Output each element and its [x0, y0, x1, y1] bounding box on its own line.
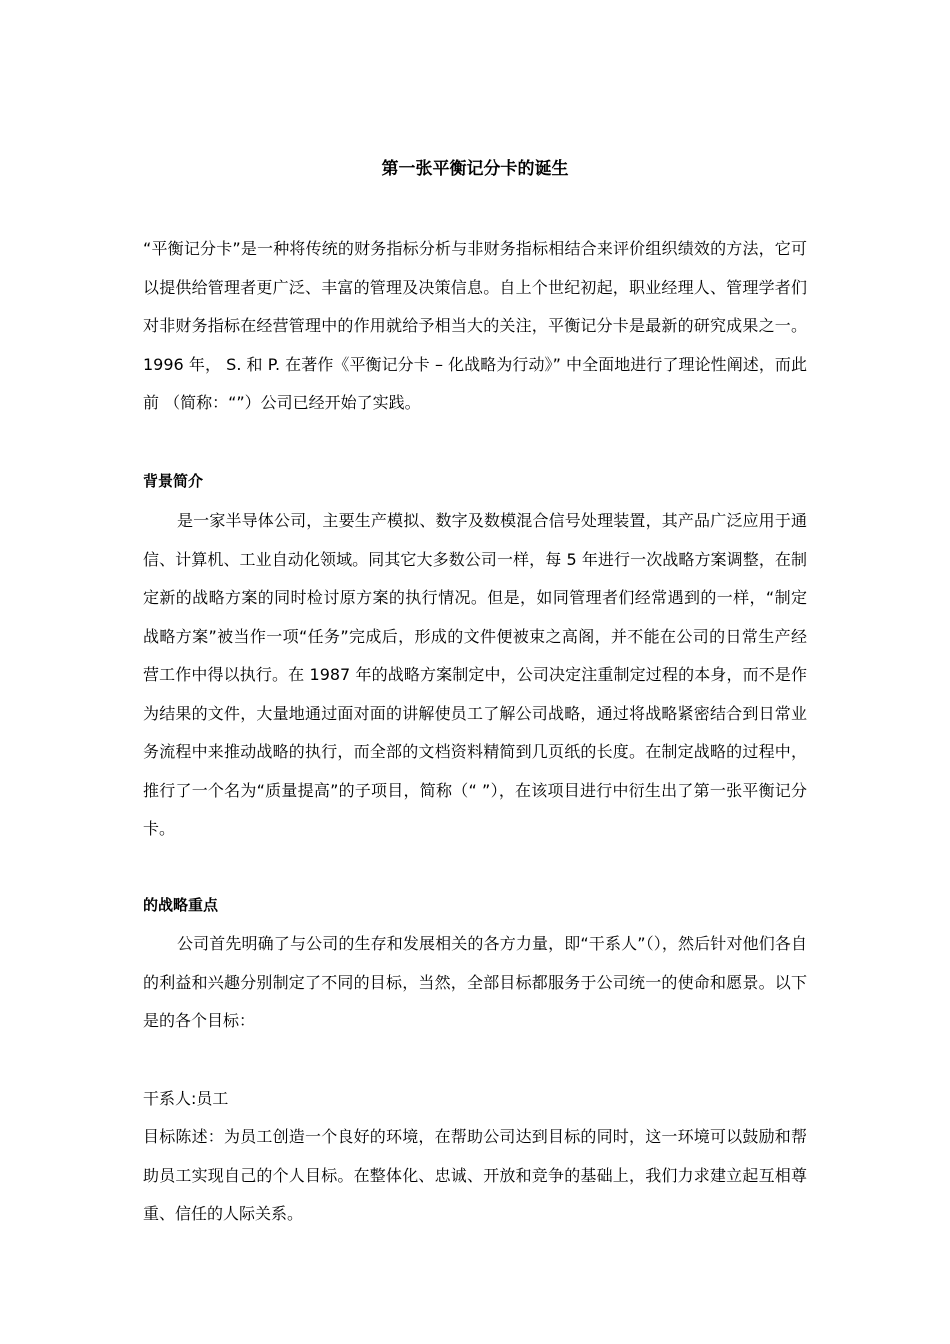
stakeholder-label: 干系人:员工: [143, 1089, 229, 1108]
intro-section: [143, 230, 807, 423]
strategy-heading-block: [143, 893, 807, 917]
intro-paragraph: “平衡记分卡”是一种将传统的财务指标分析与非财务指标相结合来评价组织绩效的方法，它可以提供给管理者更广泛、丰富的管理及决策信息。自上个世纪初起，职业经理人、管理学者们对非财务指标在经营管理中的作用就给予相当大的关注，平衡记分卡是最新的研究成果之一。1996 年， S. 和 P. 在著作《平衡记分卡 – 化战略为行动》” 中全面地进行了理论性阐述，而此前 （简称：“”）公司已经开始了实践。: [143, 239, 807, 412]
section-heading-strategy: 的战略重点: [143, 896, 219, 914]
background-heading-block: [143, 469, 807, 493]
background-paragraph: 是一家半导体公司，主要生产模拟、数字及数模混合信号处理装置，其产品广泛应用于通信、计算机、工业自动化领域。同其它大多数公司一样，每 5 年进行一次战略方案调整，在制定新的战略方案的同时检讨原方案的执行情况。但是，如同管理者们经常遇到的一样，“制定战略方案”被当作一项“任务”完成后，形成的文件便被束之高阁，并不能在公司的日常生产经营工作中得以执行。在 1987 年的战略方案制定中，公司决定注重制定过程的本身，而不是作为结果的文件，大量地通过面对面的讲解使员工了解公司战略，通过将战略紧密结合到日常业务流程中来推动战略的执行，而全部的文档资料精简到几页纸的长度。在制定战略的过程中，推行了一个名为“质量提高”的子项目，简称（“ ”），在该项目进行中衍生出了第一张平衡记分卡。: [143, 511, 807, 838]
goal-statement: 目标陈述：为员工创造一个良好的环境，在帮助公司达到目标的同时，这一环境可以鼓励和帮助员工实现自己的个人目标。在整体化、忠诚、开放和竞争的基础上，我们力求建立起互相尊重、信任的人际关系。: [143, 1127, 807, 1223]
goal-block: [143, 1118, 807, 1234]
background-section: [143, 502, 807, 849]
section-heading-background: 背景简介: [143, 472, 204, 490]
stakeholder-block: [143, 1080, 807, 1119]
strategy-section: [143, 925, 807, 1041]
strategy-paragraph: 公司首先明确了与公司的生存和发展相关的各方力量，即“干系人”（），然后针对他们各自的利益和兴趣分别制定了不同的目标，当然，全部目标都服务于公司统一的使命和愿景。以下是的各个目标：: [143, 934, 807, 1030]
document-title: 第一张平衡记分卡的诞生: [381, 159, 569, 179]
